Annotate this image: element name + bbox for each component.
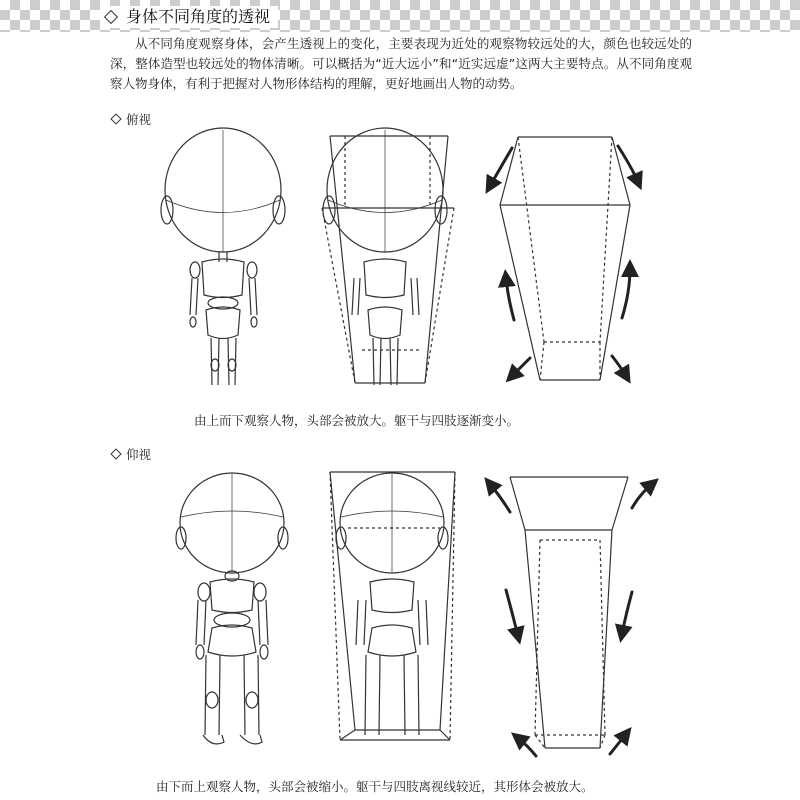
arrow-icon (610, 734, 626, 754)
arrow-icon (618, 146, 638, 182)
arrow-icon (612, 356, 626, 376)
intro-paragraph: 从不同角度观察身体，会产生透视上的变化，主要表现为近处的观察物较远处的大，颜色也较远处的深，整体造型也较远处的物体清晰。可以概括为“近大远小”和“近实远虚”这两大主要特点。从不同角度观察人物身体，有利于把握对人物形体结构的理解，更好地画出人物的动势。 (110, 36, 692, 91)
top-view-figure-plain (161, 128, 285, 385)
arrow-icon (622, 592, 632, 634)
bottom-view-frustum-diagram (510, 477, 628, 748)
arrow-icon (622, 268, 630, 318)
top-view-caption: 由上而下观察人物，头部会被放大。躯干与四肢逐渐变小。 (194, 413, 520, 428)
arrow-icon (490, 148, 512, 186)
arrow-icon (518, 738, 536, 756)
arrow-icon (512, 358, 530, 376)
arrow-icon (506, 278, 514, 320)
bottom-view-figure-plain (176, 473, 288, 744)
top-view-label-text: 俯视 (126, 112, 152, 127)
bottom-view-caption: 由下而上观察人物，头部会被缩小。躯干与四肢离视线较近，其形体会被放大。 (156, 779, 594, 794)
arrow-icon (632, 484, 652, 508)
top-view-figure-box (322, 128, 454, 385)
top-view-frustum-diagram (500, 137, 630, 380)
bottom-view-figure-box (330, 472, 455, 740)
section-title-text: 身体不同角度的透视 (126, 7, 271, 26)
arrow-icon (490, 484, 510, 512)
arrow-icon (506, 590, 518, 636)
bottom-view-arrows (490, 484, 652, 756)
bottom-view-label-text: 仰视 (126, 447, 152, 462)
